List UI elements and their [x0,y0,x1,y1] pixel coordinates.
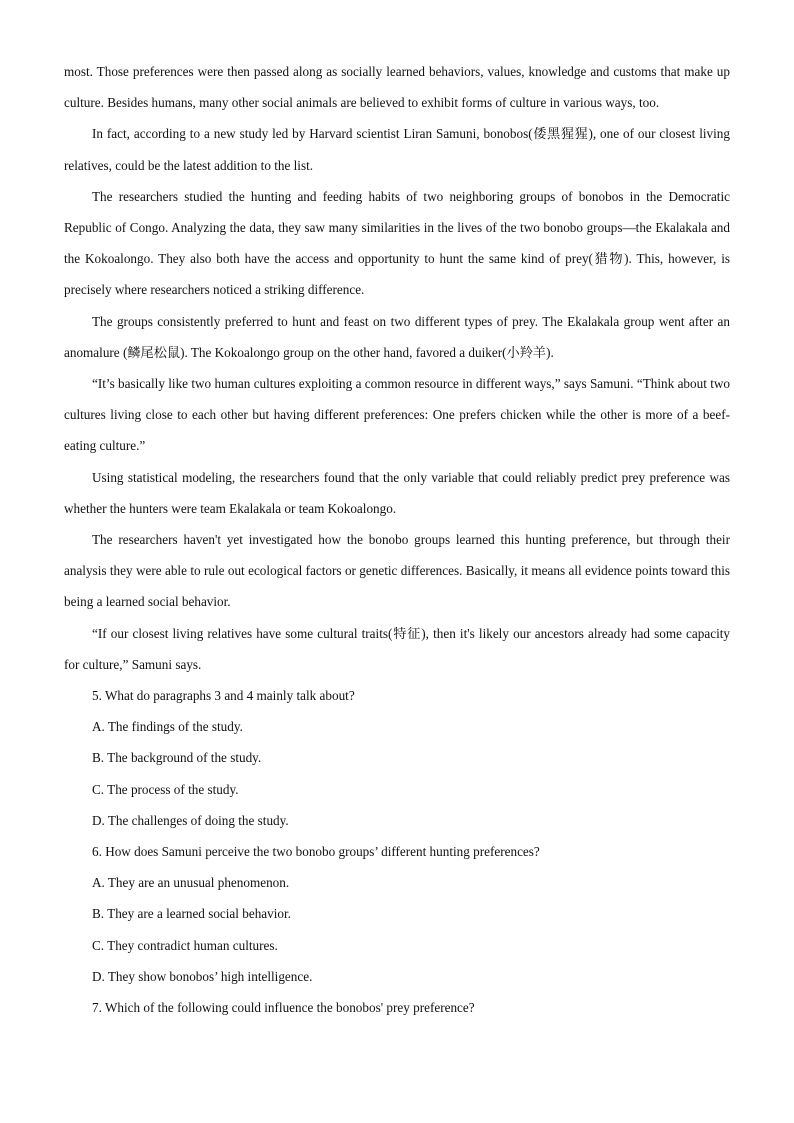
paragraph-continuation: most. Those preferences were then passed along as socially learned behaviors, values, knowledge and customs that make up culture. Besides humans, many other social animals are believed to exhibit forms of culture in various ways, too. [64,64,730,111]
question-5-option-d: D. The challenges of doing the study. [92,812,289,828]
document-page [64,56,730,1023]
question-6-stem: 6. How does Samuni perceive the two bonobo groups’ different hunting preferences? [92,844,540,860]
paragraph-prey-difference: The groups consistently preferred to hunt and feast on two different types of prey. The Ekalakala group went after an anomalure (鳞尾松鼠). The Kokoalongo group on the other hand, favored a duiker(小羚羊). [64,313,730,360]
question-5-option-a: A. The findings of the study. [92,719,243,735]
question-7-stem: 7. Which of the following could influence the bonobos' prey preference? [92,1000,475,1016]
question-5-option-c: C. The process of the study. [92,781,239,797]
question-5-option-b: B. The background of the study. [92,750,262,766]
question-6-option-d: D. They show bonobos’ high intelligence. [92,968,313,984]
paragraph-samuni-quote: “It’s basically like two human cultures exploiting a common resource in different ways,” says Samuni. “Think about two cultures living close to each other but having different preferences: One prefers chicken while the other is more of a beef-eating culture.” [64,376,730,454]
paragraph-closing-quote: “If our closest living relatives have some cultural traits(特征), then it's likely our ancestors already had some capacity for culture,” Samuni says. [64,625,730,672]
question-6-option-b: B. They are a learned social behavior. [92,906,291,922]
question-6-option-c: C. They contradict human cultures. [92,937,278,953]
question-5-stem: 5. What do paragraphs 3 and 4 mainly talk about? [92,688,355,704]
paragraph-research-habits: The researchers studied the hunting and feeding habits of two neighboring groups of bonobos in the Democratic Republic of Congo. Analyzing the data, they saw many similarities in the lives of the two bonobo groups—the Ekalakala and the Kokoalongo. They also both have the access and opportunity to hunt the same kind of prey(猎物). This, however, is precisely where researchers noticed a striking difference. [64,188,730,298]
paragraph-learned-behavior: The researchers haven't yet investigated how the bonobo groups learned this hunting preference, but through their analysis they were able to rule out ecological factors or genetic differences. Basically, it means all evidence points toward this being a learned social behavior. [64,532,730,610]
question-6-option-a: A. They are an unusual phenomenon. [92,875,290,891]
paragraph-statistical-modeling: Using statistical modeling, the researchers found that the only variable that could reliably predict prey preference was whether the hunters were team Ekalakala or team Kokoalongo. [64,469,730,516]
paragraph-study-intro: In fact, according to a new study led by Harvard scientist Liran Samuni, bonobos(倭黑猩猩), one of our closest living relatives, could be the latest addition to the list. [64,126,730,173]
